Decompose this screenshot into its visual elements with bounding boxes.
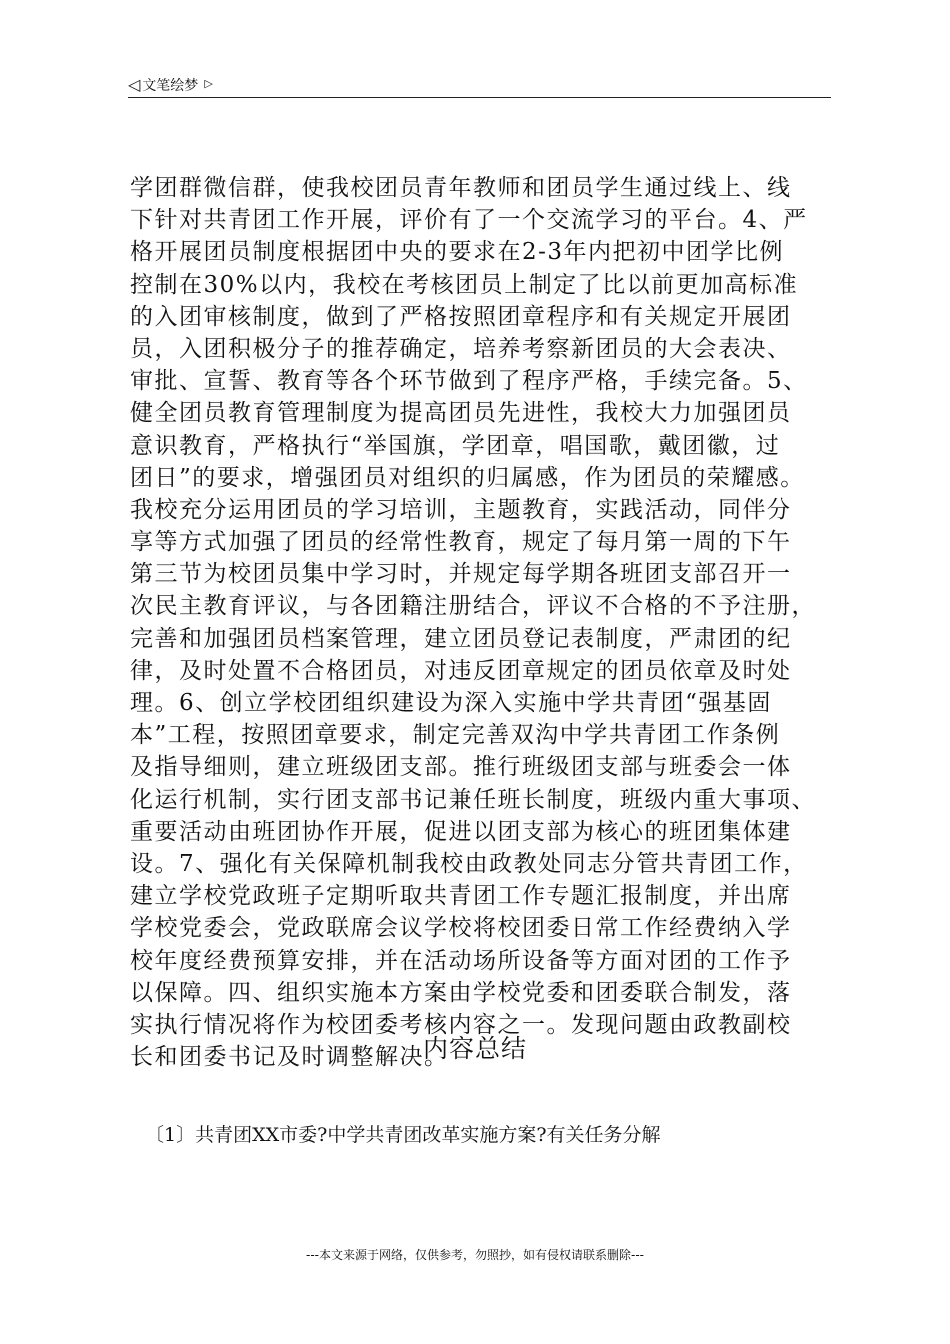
triangle-right-icon: ▷	[204, 77, 213, 90]
body-line: 员，入团积极分子的推荐确定，培养考察新团员的大会表决、	[130, 335, 792, 362]
body-line: 及指导细则，建立班级团支部。推行班级团支部与班委会一体	[130, 754, 792, 781]
body-line: 学团群微信群，使我校团员青年教师和团员学生通过线上、线	[130, 175, 792, 201]
body-line: 团日”的要求，增强团员对组织的归属感，作为团员的荣耀感。	[130, 464, 805, 491]
summary-item: 〔1〕共青团XX市委?中学共青团改革实施方案?有关任务分解	[145, 1124, 661, 1146]
header-title: 文笔绘梦	[142, 78, 199, 94]
body-line: 格开展团员制度根据团中央的要求在2-3年内把初中团学比例	[130, 239, 785, 266]
body-line: 次民主教育评议，与各团籍注册结合，评议不合格的不予注册，	[130, 593, 816, 620]
body-line: 学校党委会，党政联席会议学校将校团委日常工作经费纳入学	[130, 915, 792, 942]
header-divider	[128, 97, 831, 98]
body-line: 第三节为校团员集中学习时，并规定每学期各班团支部召开一	[130, 561, 792, 588]
page-header	[128, 74, 213, 96]
body-line: 校年度经费预算安排，并在活动场所设备等方面对团的工作予	[130, 947, 792, 974]
footer-disclaimer: ---本文来源于网络，仅供参考，勿照抄，如有侵权请联系删除---	[306, 1248, 644, 1262]
body-line: 化运行机制，实行团支部书记兼任班长制度，班级内重大事项、	[130, 786, 816, 813]
body-line: 的入团审核制度，做到了严格按照团章程序和有关规定开展团	[130, 303, 792, 330]
body-line: 本”工程，按照团章要求，制定完善双沟中学共青团工作条例	[130, 722, 781, 749]
body-line: 建立学校党政班子定期听取共青团工作专题汇报制度，并出席	[130, 883, 792, 910]
body-line: 以保障。四、组织实施本方案由学校党委和团委联合制发，落	[130, 979, 792, 1006]
body-line: 意识教育，严格执行“举国旗，学团章，唱国歌，戴团徽，过	[130, 432, 781, 459]
body-line: 控制在30%以内，我校在考核团员上制定了比以前更加高标准	[130, 271, 799, 298]
section-title: 内容总结	[422, 1034, 527, 1063]
body-line: 设。7、强化有关保障机制我校由政教处同志分管共青团工作，	[130, 850, 808, 877]
body-line: 长和团委书记及时调整解决。	[130, 1044, 449, 1071]
body-line: 享等方式加强了团员的经常性教育，规定了每月第一周的下午	[130, 529, 792, 556]
body-line: 实执行情况将作为校团委考核内容之一。发现问题由政教副校	[130, 1011, 792, 1038]
body-line: 我校充分运用团员的学习培训，主题教育，实践活动，同伴分	[130, 496, 792, 523]
body-line: 律，及时处置不合格团员，对违反团章规定的团员依章及时处	[130, 657, 792, 684]
body-line: 健全团员教育管理制度为提高团员先进性，我校大力加强团员	[130, 400, 792, 427]
body-line: 重要活动由班团协作开展，促进以团支部为核心的班团集体建	[130, 818, 792, 845]
body-line: 审批、宣誓、教育等各个环节做到了程序严格，手续完备。5、	[130, 368, 808, 395]
document-body	[130, 172, 842, 1073]
triangle-left-icon: ◁	[128, 75, 141, 94]
body-line: 下针对共青团工作开展，评价有了一个交流学习的平台。4、严	[130, 207, 808, 234]
body-line: 理。6、创立学校团组织建设为深入实施中学共青团“强基固	[130, 690, 772, 716]
body-line: 完善和加强团员档案管理，建立团员登记表制度，严肃团的纪	[130, 625, 792, 652]
